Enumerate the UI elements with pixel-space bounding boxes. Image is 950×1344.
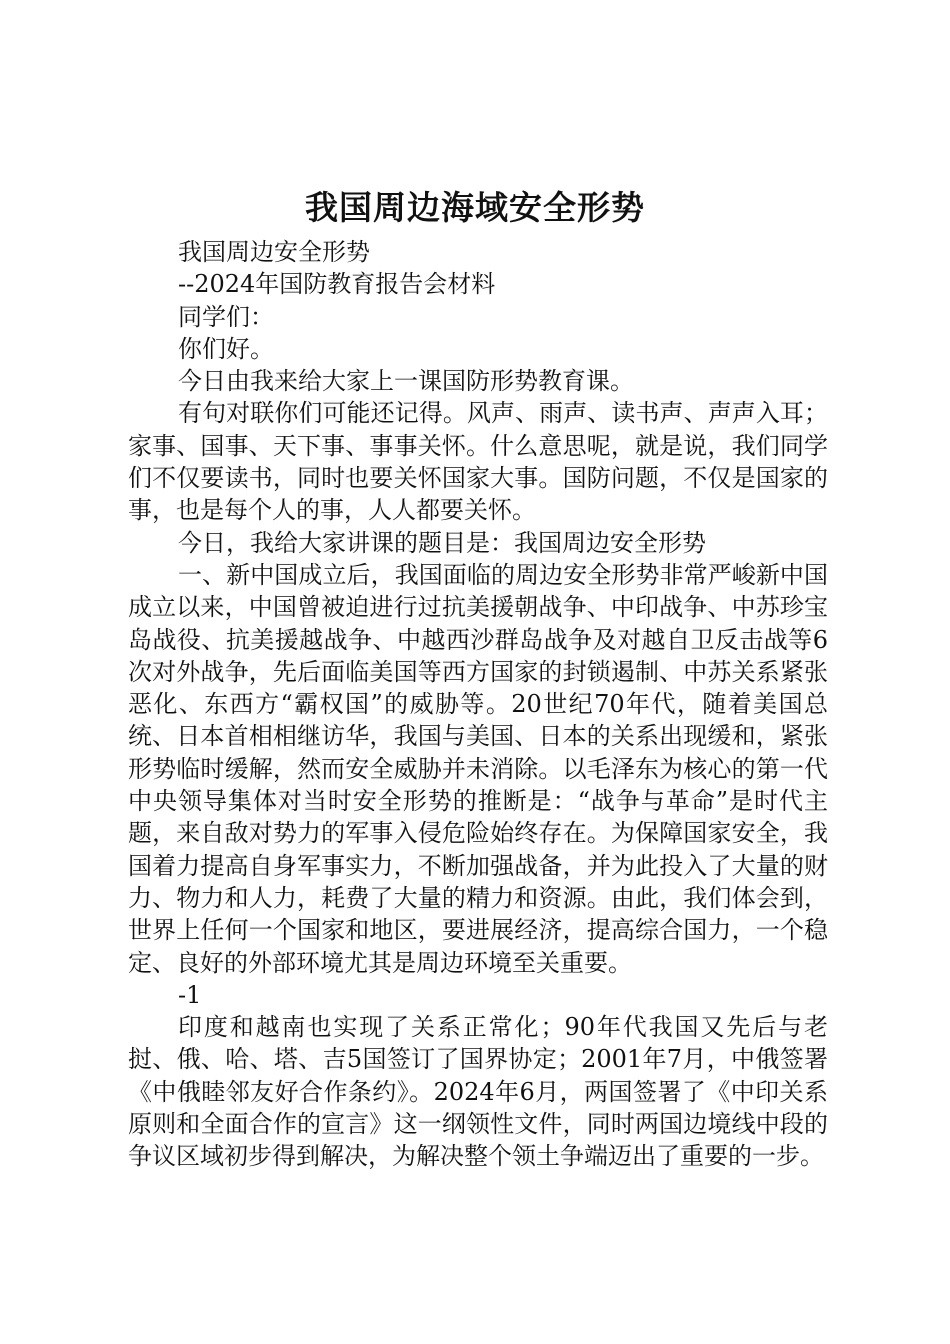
document-body xyxy=(128,236,828,1173)
page-number-marker: -1 xyxy=(178,980,202,1009)
continuation-paragraph: 印度和越南也实现了关系正常化；90年代我国又先后与老挝、俄、哈、塔、吉5国签订了国界协定；2001年7月，中俄签署《中俄睦邻友好合作条约》。2024年6月，两国签署了《中印关系原则和全面合作的宣言》这一纲领性文件，同时两国边境线中段的争议区域初步得到解决，为解决整个领土争端迈出了重要的一步。 xyxy=(128,1013,828,1171)
topic-paragraph: 今日，我给大家讲课的题目是：我国周边安全形势 xyxy=(178,528,706,557)
subtitle-source-paragraph: --2024年国防教育报告会材料 xyxy=(178,270,496,299)
salutation-paragraph: 同学们： xyxy=(178,302,274,331)
section-one-paragraph: 一、新中国成立后，我国面临的周边安全形势非常严峻新中国成立以来，中国曾被迫进行过抗美援朝战争、中印战争、中苏珍宝岛战役、抗美援越战争、中越西沙群岛战争及对越自卫反击战等6次对外战争，先后面临美国等西方国家的封锁遏制、中苏关系紧张恶化、东西方“霸权国”的威胁等。20世纪70年代，随着美国总统、日本首相相继访华，我国与美国、日本的关系出现缓和，紧张形势临时缓解，然而安全威胁并未消除。以毛泽东为核心的第一代中央领导集体对当时安全形势的推断是：“战争与革命”是时代主题，来自敌对势力的军事入侵危险始终存在。为保障国家安全，我国着力提高自身军事实力，不断加强战备，并为此投入了大量的财力、物力和人力，耗费了大量的精力和资源。由此，我们体会到，世界上任何一个国家和地区，要进展经济，提高综合国力，一个稳定、良好的外部环境尤其是周边环境至关重要。 xyxy=(128,560,828,977)
couplet-paragraph: 有句对联你们可能还记得。风声、雨声、读书声、声声入耳；家事、国事、天下事、事事关怀。什么意思呢，就是说，我们同学们不仅要读书，同时也要关怀国家大事。国防问题，不仅是国家的事，也是每个人的事，人人都要关怀。 xyxy=(128,399,828,525)
subtitle-paragraph: 我国周边安全形势 xyxy=(178,238,370,266)
document-title: 我国周边海域安全形势 xyxy=(305,188,645,227)
intro-paragraph: 今日由我来给大家上一课国防形势教育课。 xyxy=(178,367,634,396)
greeting-paragraph: 你们好。 xyxy=(178,334,274,363)
